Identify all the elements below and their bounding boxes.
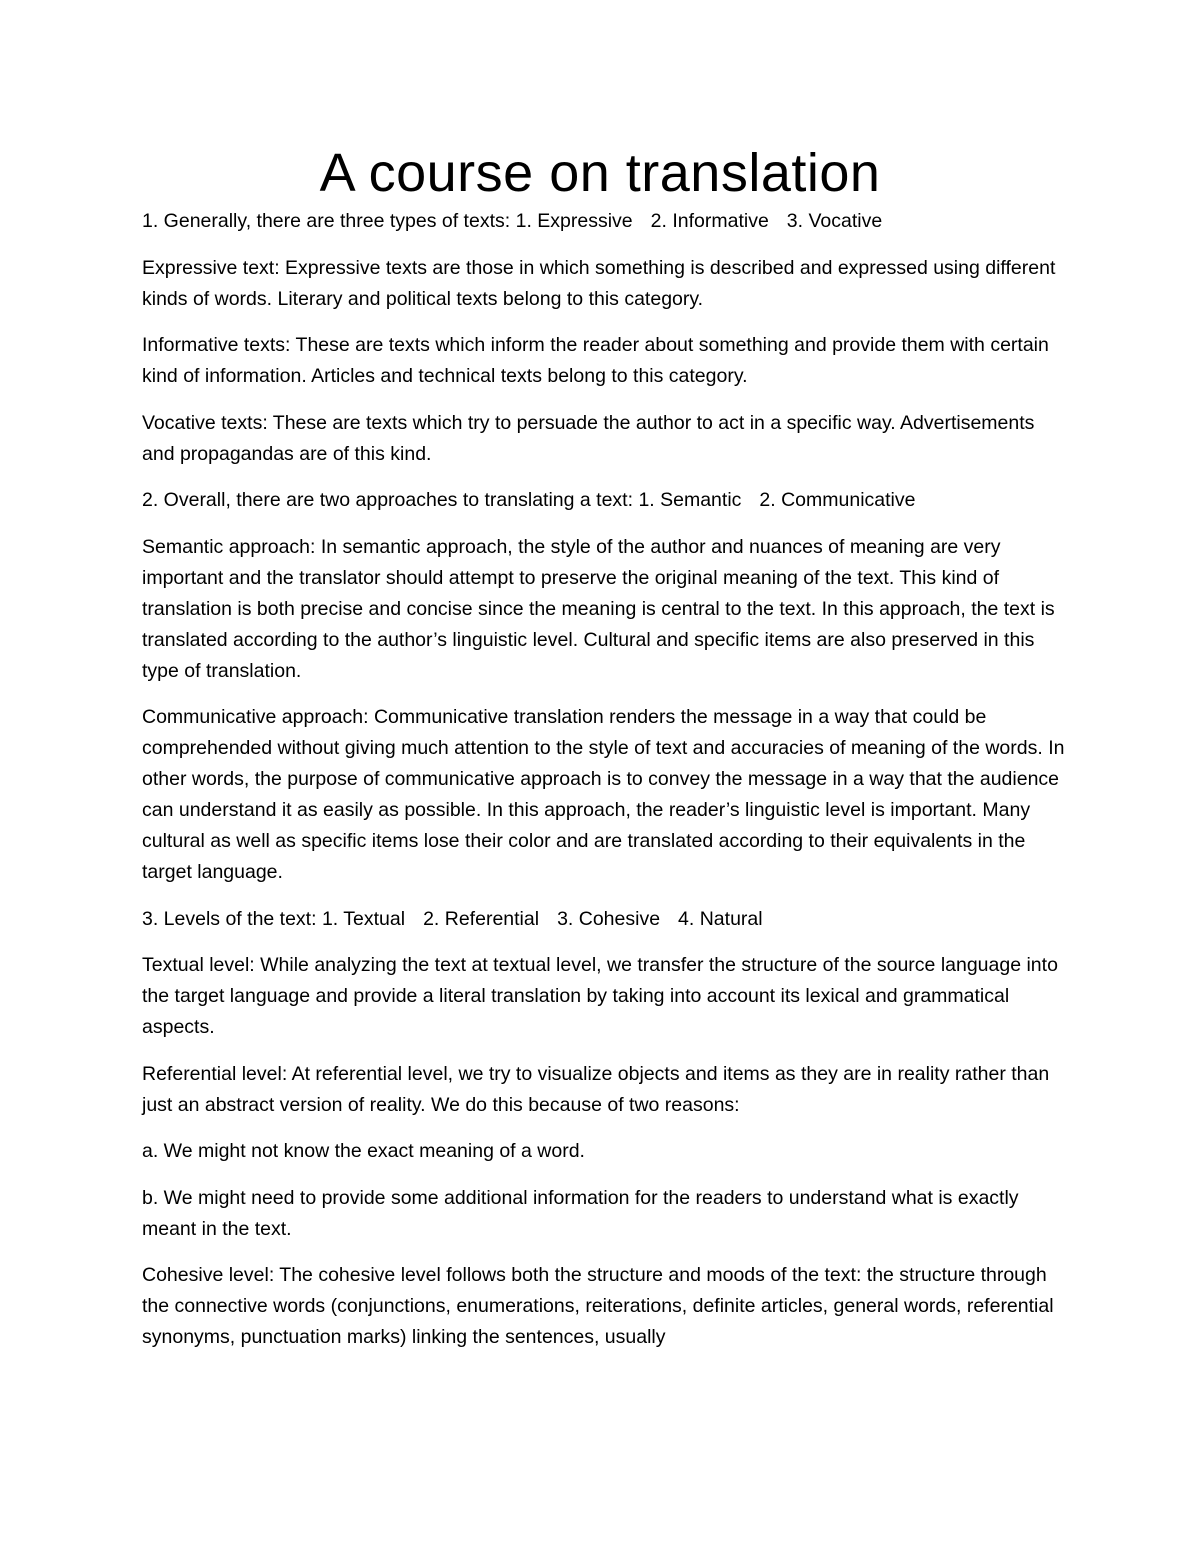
- level-item: 3. Cohesive: [557, 907, 661, 930]
- textual-paragraph: Textual level: While analyzing the text at textual level, we transfer the structure of the source language into the target language and provide a literal translation by taking into account its lexical and grammatical aspects.: [142, 954, 1058, 1038]
- level-item: 2. Referential: [423, 907, 540, 930]
- communicative-paragraph: Communicative approach: Communicative translation renders the message in a way that could be comprehended without giving much attention to the style of text and accuracies of meaning of the words. In other words, the purpose of communicative approach is to convey the message in a way that the audience can understand it as easily as possible. In this approach, the reader’s linguistic level is important. Many cultural as well as specific items lose their color and are translated according to their equivalents in the target language.: [142, 706, 1065, 883]
- text-type-item: 1. Expressive: [515, 210, 633, 232]
- approach-item: 2. Communicative: [759, 489, 916, 511]
- expressive-paragraph: Expressive text: Expressive texts are those in which something is described and expressed using different kinds of words. Literary and political texts belong to this category.: [142, 256, 1056, 310]
- reason-b-paragraph: b. We might need to provide some additional information for the readers to understand what is exactly meant in the text.: [142, 1186, 1019, 1240]
- levels-intro: 3. Levels of the text:: [142, 907, 317, 930]
- informative-paragraph: Informative texts: These are texts which inform the reader about something and provide them with certain kind of information. Articles and technical texts belong to this category.: [142, 334, 1049, 387]
- vocative-paragraph: Vocative texts: These are texts which try to persuade the author to act in a specific way. Advertisements and propagandas are of this kind.: [142, 411, 1035, 465]
- reason-a-paragraph: a. We might not know the exact meaning of a word.: [142, 1140, 585, 1162]
- text-types-intro: 1. Generally, there are three types of texts:: [142, 210, 511, 232]
- approaches-intro: 2. Overall, there are two approaches to translating a text:: [142, 489, 634, 511]
- semantic-paragraph: Semantic approach: In semantic approach, the style of the author and nuances of meaning are very important and the translator should attempt to preserve the original meaning of the text. This kind of translation is both precise and concise since the meaning is central to the text. In this approach, the text is translated according to the author’s linguistic level. Cultural and specific items are also preserved in this type of translation.: [142, 535, 1055, 682]
- document-body: [142, 206, 1067, 1369]
- referential-paragraph: Referential level: At referential level, we try to visualize objects and items as they are in reality rather than just an abstract version of reality. We do this because of two reasons:: [142, 1062, 1050, 1116]
- levels-line: [142, 904, 1067, 935]
- level-item: 1. Textual: [321, 907, 406, 930]
- cohesive-paragraph: Cohesive level: The cohesive level follows both the structure and moods of the text: the structure through the connective words (conjunctions, enumerations, reiterations, definite articles, general words, referential synonyms, punctuation marks) linking the sentences, usually: [142, 1264, 1054, 1348]
- text-type-item: 3. Vocative: [786, 210, 883, 232]
- document-title: A course on translation: [319, 143, 881, 203]
- text-type-item: 2. Informative: [650, 210, 769, 232]
- level-item: 4. Natural: [678, 907, 763, 930]
- approach-item: 1. Semantic: [638, 489, 742, 511]
- approaches-line: [142, 485, 1067, 516]
- text-types-line: [142, 206, 1067, 237]
